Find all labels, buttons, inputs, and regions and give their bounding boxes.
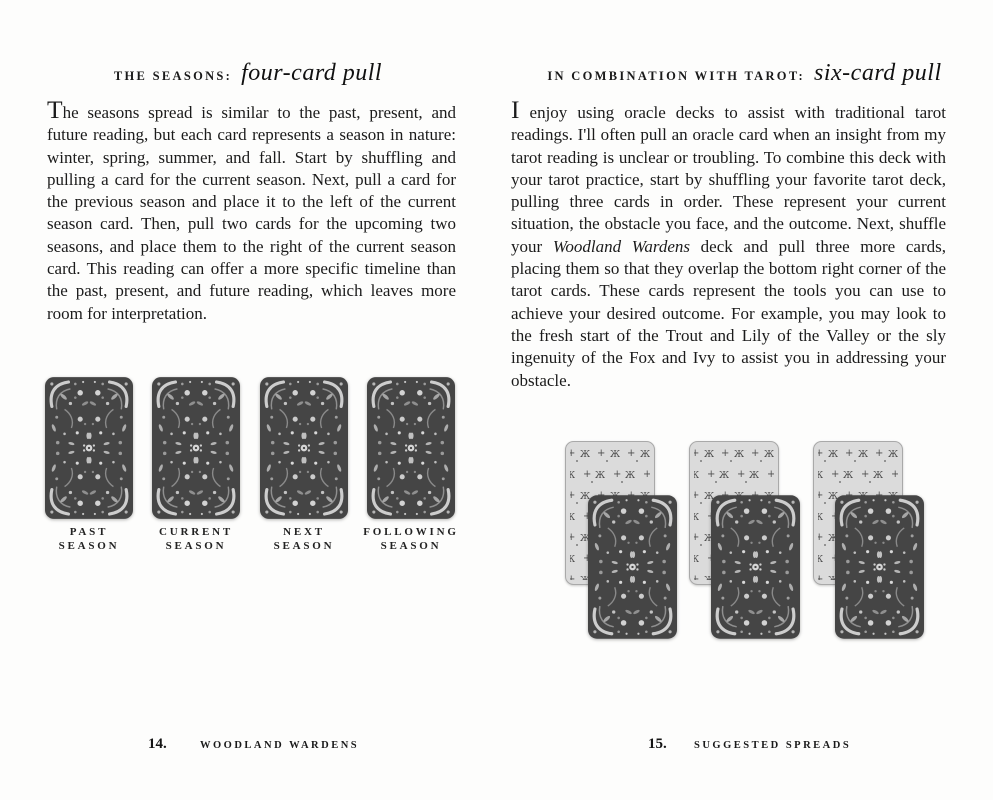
card-label-line2: SEASON <box>165 539 227 552</box>
right-page-number: 15. <box>648 736 667 752</box>
right-page-kicker: IN COMBINATION WITH TAROT: <box>547 69 806 83</box>
card-label-line2: SEASON <box>58 539 120 552</box>
card-label-line2: SEASON <box>273 539 335 552</box>
left-footer-label: WOODLAND WARDENS <box>200 740 360 751</box>
right-footer-label: SUGGESTED SPREADS <box>694 740 852 751</box>
right-page <box>496 0 993 800</box>
card-label-line1: NEXT <box>283 526 325 538</box>
left-page-paragraph: The seasons spread is similar to the past, present, and future reading, but each card represents a season in nature: winter, spring, summer, and fall. Start by shuffling and pulling a card for the current season. Next, pull a card for the previous season and place it to the left of the current season card. Then, pull two cards for the upcoming two seasons, and place them to the right of the current season card. This reading can offer a more specific timeline than the past, present, and future reading, which leaves more room for interpretation. <box>47 95 456 323</box>
card-label-line1: CURRENT <box>159 526 233 538</box>
deck-name-italic: Woodland Wardens <box>552 236 691 256</box>
card-label-following-season <box>346 526 476 553</box>
right-page-title: six-card pull <box>814 60 942 86</box>
left-page-kicker: THE SEASONS: <box>113 69 233 83</box>
oracle-card-back <box>45 375 133 521</box>
left-page-footer <box>0 736 496 756</box>
oracle-card-back <box>152 375 240 521</box>
right-paragraph-part2: deck and pull three more cards, placing them so that they overlap the bottom right corner of the tarot cards. These cards represent the tools you can use to achieve your desired outcome. For example, you may look to the fresh start of the Trout and Lily of the Valley or the sly ingenuity of the Fox and Ivy to assist you in addressing your obstacle. <box>511 236 946 390</box>
right-page-paragraph <box>511 95 946 392</box>
left-page-title: four-card pull <box>241 60 383 86</box>
right-paragraph-part1: I enjoy using oracle decks to assist with traditional tarot readings. I'll often pull an oracle card when an insight from my tarot reading is unclear or troubling. To combine this deck with your tarot practice, start by shuffling your favorite tarot deck, pulling three cards in order. These represent your current situation, the obstacle you face, and the outcome. Next, shuffle your <box>511 95 946 256</box>
oracle-card-back <box>367 375 455 521</box>
left-page-number: 14. <box>148 736 167 752</box>
oracle-card-back <box>835 495 924 639</box>
left-page <box>0 0 496 800</box>
oracle-card-back <box>260 375 348 521</box>
card-label-line1: PAST <box>69 526 109 538</box>
right-page-header <box>496 60 993 87</box>
card-label-line1: FOLLOWING <box>363 526 459 538</box>
right-page-footer <box>496 736 993 756</box>
card-label-line2: SEASON <box>380 539 442 552</box>
left-page-header <box>0 60 496 87</box>
oracle-card-back <box>711 495 800 639</box>
oracle-card-back <box>588 495 677 639</box>
